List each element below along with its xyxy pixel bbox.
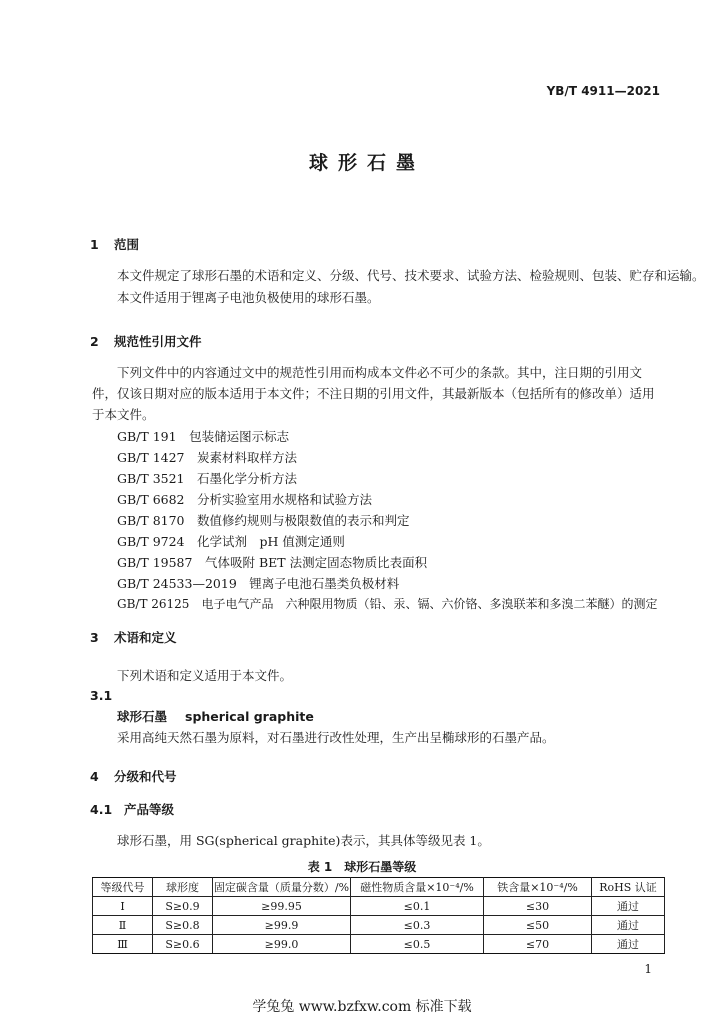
header-cell: 等级代号 — [93, 878, 153, 897]
header-cell: 铁含量×10⁻⁴/% — [484, 878, 592, 897]
document-title: 球形石墨 — [308, 152, 425, 174]
reference-code: GB/T 9724 — [117, 534, 185, 549]
subclause-number: 4.1 — [90, 802, 113, 817]
table-caption: 表 1 球形石墨等级 — [307, 860, 417, 874]
scope-paragraph-1: 本文件规定了球形石墨的术语和定义、分级、代号、技术要求、试验方法、检验规则、包装、贮存和运输。 — [117, 268, 705, 283]
term-chinese: 球形石墨 — [117, 709, 168, 724]
reference-title: 分析实验室用水规格和试验方法 — [197, 492, 373, 507]
reference-item — [117, 553, 427, 571]
section-number: 1 — [90, 237, 99, 252]
section-2-heading — [90, 332, 202, 350]
table-cell: Ⅰ — [93, 897, 153, 916]
table-cell: ≥99.9 — [213, 916, 351, 935]
term-entry — [117, 707, 314, 725]
reference-title: 包装储运图示标志 — [189, 429, 290, 444]
grade-paragraph: 球形石墨，用 SG(spherical graphite)表示，其具体等级见表 1。 — [117, 833, 490, 848]
header-cell: 球形度 — [153, 878, 213, 897]
table-cell: ≤0.5 — [351, 935, 484, 954]
reference-title: 电子电气产品 六种限用物质（铅、汞、镉、六价铬、多溴联苯和多溴二苯醚）的测定 — [201, 597, 658, 611]
table-cell: ≤50 — [484, 916, 592, 935]
section-title: 术语和定义 — [114, 630, 177, 645]
section-title: 分级和代号 — [114, 769, 177, 784]
table-cell: ≥99.0 — [213, 935, 351, 954]
section-1-heading — [90, 235, 139, 253]
section-title: 范围 — [114, 237, 140, 252]
table-cell: ≥99.95 — [213, 897, 351, 916]
header-cell: RoHS 认证 — [592, 878, 665, 897]
standard-number: YB/T 4911—2021 — [546, 84, 660, 98]
table-cell: 通过 — [592, 897, 665, 916]
reference-item — [117, 511, 410, 529]
reference-title: 化学试剂 pH 值测定通则 — [197, 534, 345, 549]
page-number: 1 — [644, 962, 652, 976]
reference-item — [117, 574, 399, 592]
terms-intro: 下列术语和定义适用于本文件。 — [117, 668, 293, 683]
reference-title: 石墨化学分析方法 — [197, 471, 298, 486]
reference-title: 炭素材料取样方法 — [197, 450, 298, 465]
subclause-4-1-heading — [90, 800, 174, 818]
table-cell: ≤0.1 — [351, 897, 484, 916]
table-cell: 通过 — [592, 935, 665, 954]
normative-intro: 下列文件中的内容通过文中的规范性引用而构成本文件必不可少的条款。其中，注日期的引用文件，仅该日期对应的版本适用于本文件；不注日期的引用文件，其最新版本（包括所有的修改单）适用于本文件。 — [92, 365, 655, 422]
section-number: 4 — [90, 769, 99, 784]
reference-code: GB/T 26125 — [117, 597, 190, 611]
reference-code: GB/T 6682 — [117, 492, 185, 507]
reference-code: GB/T 8170 — [117, 513, 185, 528]
reference-item — [117, 532, 345, 550]
reference-code: GB/T 19587 — [117, 555, 193, 570]
table-cell: S≥0.9 — [153, 897, 213, 916]
reference-code: GB/T 1427 — [117, 450, 185, 465]
section-3-heading — [90, 628, 177, 646]
table-cell: Ⅱ — [93, 916, 153, 935]
table-row — [93, 897, 665, 916]
reference-item — [117, 448, 297, 466]
watermark-footer: 学兔兔 www.bzfxw.com 标准下载 — [252, 999, 472, 1015]
subclause-title: 产品等级 — [124, 802, 175, 817]
table-row — [93, 916, 665, 935]
section-number: 3 — [90, 630, 99, 645]
section-4-heading — [90, 767, 177, 785]
header-cell: 磁性物质含量×10⁻⁴/% — [351, 878, 484, 897]
reference-item — [117, 469, 297, 487]
table-cell: Ⅲ — [93, 935, 153, 954]
section-number: 2 — [90, 334, 99, 349]
scope-paragraph-2: 本文件适用于锂离子电池负极使用的球形石墨。 — [117, 290, 380, 305]
reference-title: 气体吸附 BET 法测定固态物质比表面积 — [204, 555, 428, 570]
reference-title: 锂离子电池石墨类负极材料 — [249, 576, 400, 591]
reference-item — [117, 595, 657, 612]
table-header-row — [93, 878, 665, 897]
reference-item — [117, 490, 372, 508]
reference-code: GB/T 191 — [117, 429, 177, 444]
section-title: 规范性引用文件 — [114, 334, 202, 349]
reference-item — [117, 427, 289, 445]
grade-table — [92, 877, 665, 954]
subclause-number: 3.1 — [90, 688, 113, 703]
table-cell: S≥0.8 — [153, 916, 213, 935]
reference-title: 数值修约规则与极限数值的表示和判定 — [197, 513, 410, 528]
term-english: spherical graphite — [185, 709, 314, 724]
reference-code: GB/T 24533—2019 — [117, 576, 237, 591]
reference-code: GB/T 3521 — [117, 471, 185, 486]
term-definition: 采用高纯天然石墨为原料，对石墨进行改性处理，生产出呈椭球形的石墨产品。 — [117, 730, 555, 745]
header-cell: 固定碳含量（质量分数）/% — [213, 878, 351, 897]
table-cell: ≤70 — [484, 935, 592, 954]
table-cell: ≤0.3 — [351, 916, 484, 935]
table-cell: 通过 — [592, 916, 665, 935]
table-row — [93, 935, 665, 954]
table-cell: ≤30 — [484, 897, 592, 916]
table-cell: S≥0.6 — [153, 935, 213, 954]
